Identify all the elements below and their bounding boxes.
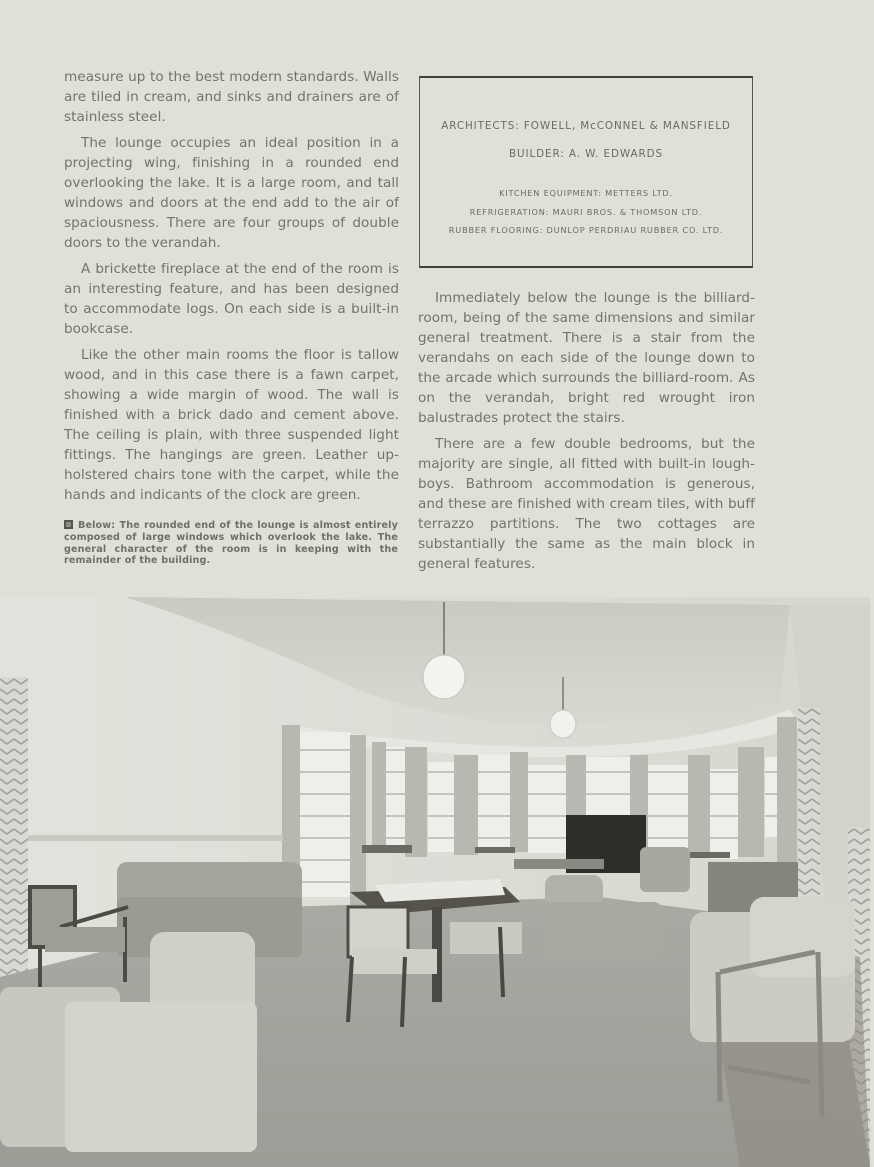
credit-builder: BUILDER: A. W. EDWARDS [508,148,664,160]
lounge-photo-illustration [0,597,870,1167]
paragraph: The lounge occupies an ideal position in a projecting wing, finishing in a rounded end overlooking the lake. It is a large room, and tall windows and doors at the end add to the air of spaciousness. There are four groups of double doors to the verandah. [64,135,399,251]
credits-box [419,76,753,268]
caption-marker-icon [64,520,73,529]
paragraph: There are a few double bedrooms, but the majority are single, all fitted with built-in lough-boys. Bathroom accommodation is generous, and these are finished with cream tiles, with buff terrazzo partitions. The two cottages are substantially the same as the main block in general features. [418,436,755,572]
paragraph: A brickette fireplace at the end of the room is an interesting feature, and has been designed to accommodate logs. On each side is a built-in bookcase. [64,261,399,337]
paragraph: Like the other main rooms the floor is tallow wood, and in this case there is a fawn carpet, showing a wide margin of wood. The wall is finished with a brick dado and cement above. The ceiling is plain, with three suspended light fittings. The hangings are green. Leather up-holstered chairs tone with the carpet, while the hands and indicants of the clock are green. [64,347,399,503]
credit-kitchen: KITCHEN EQUIPMENT: METTERS LTD. [499,188,673,198]
lounge-photograph [0,597,870,1167]
credit-flooring: RUBBER FLOORING: DUNLOP PERDRIAU RUBBER CO. LTD. [448,225,724,235]
patterned-curtain-left [0,677,28,977]
paragraph: Immediately below the lounge is the billiard-room, being of the same dimensions and similar general treatment. There is a stair from the verandahs on each side of the lounge down to the arcade which surrounds the billiard-room. As on the verandah, bright red wrought iron balustrades protect the stairs. [418,290,755,426]
credit-architects: ARCHITECTS: FOWELL, McCONNEL & MANSFIELD [441,120,731,132]
paragraph: measure up to the best modern standards. Walls are tiled in cream, and sinks and drainers are of stainless steel. [64,69,399,125]
caption-text: Below: The rounded end of the lounge is almost entirely composed of large windows which overlook the lake. The general character of the room is in keeping with the remainder of the building. [64,520,398,567]
left-text-column [64,67,399,511]
patterned-curtain-right [798,707,820,907]
credit-refrigeration: REFRIGERATION: MAURI BROS. & THOMSON LTD. [469,207,703,217]
right-text-column [418,288,755,580]
settee-right [690,897,855,1042]
photo-caption [64,520,398,567]
